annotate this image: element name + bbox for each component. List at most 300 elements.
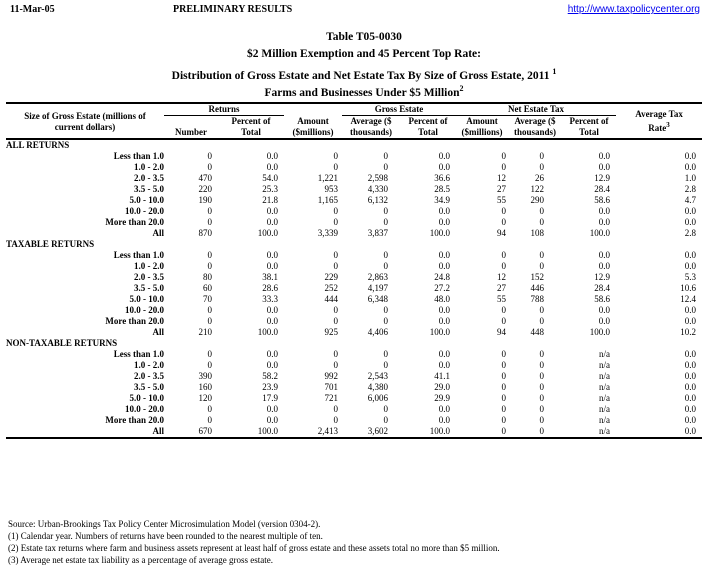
table-cell: 27.2 <box>434 283 450 293</box>
row-label: More than 20.0 <box>105 217 164 227</box>
table-row <box>6 294 702 305</box>
estate-tax-table <box>6 102 702 439</box>
table-cell: 0.0 <box>266 217 278 227</box>
table-cell: 870 <box>198 228 212 238</box>
table-cell: 0 <box>501 162 506 172</box>
row-label: 3.5 - 5.0 <box>134 283 164 293</box>
net-estate-tax-group-header: Net Estate Tax <box>456 103 616 116</box>
table-cell: 446 <box>530 283 544 293</box>
table-cell: 6,006 <box>367 393 388 403</box>
table-cell: 444 <box>324 294 338 304</box>
tax-percent-header: Percent of Total <box>562 116 616 140</box>
table-cell: n/a <box>599 404 611 414</box>
title-line-2 <box>0 63 728 80</box>
table-cell: 160 <box>198 382 212 392</box>
table-cell: 953 <box>324 184 338 194</box>
table-cell: 0.0 <box>438 316 450 326</box>
table-cell: 100.0 <box>429 228 450 238</box>
table-cell: 33.3 <box>262 294 278 304</box>
table-cell: 28.4 <box>594 283 611 293</box>
table-cell: 3,339 <box>317 228 338 238</box>
title-line-3-text: Farms and Businesses Under $5 Million <box>264 86 460 99</box>
table-cell: 4,330 <box>367 184 388 194</box>
table-cell: 0 <box>539 261 544 271</box>
footnote-2: (2) Estate tax returns where farm and business assets represent at least half of gross estate and these assets total no more than $5 million. <box>8 543 500 553</box>
table-row <box>6 415 702 426</box>
table-cell: 100.0 <box>257 327 278 337</box>
row-label: 1.0 - 2.0 <box>134 360 164 370</box>
table-cell: 0.0 <box>684 382 697 392</box>
table-cell: 0 <box>383 151 388 161</box>
table-cell: 1,165 <box>317 195 338 205</box>
table-cell: 6,348 <box>367 294 388 304</box>
table-cell: 94 <box>497 327 506 337</box>
table-cell: 0.0 <box>438 349 450 359</box>
row-label: More than 20.0 <box>105 415 164 425</box>
table-cell: 26 <box>535 173 544 183</box>
table-cell: 100.0 <box>218 426 284 438</box>
table-cell: 0 <box>539 250 544 260</box>
table-titles <box>0 29 728 97</box>
table-cell: 0 <box>501 371 506 381</box>
table-cell: 0 <box>501 360 506 370</box>
table-cell: n/a <box>599 415 611 425</box>
table-cell: 0 <box>383 206 388 216</box>
table-cell: 25.3 <box>262 184 278 194</box>
table-cell: 55 <box>497 195 506 205</box>
table-cell: 0.0 <box>266 261 278 271</box>
table-cell: 108 <box>530 228 544 238</box>
table-cell: 0.0 <box>598 316 611 326</box>
tax-average-header: Average ($ thousands) <box>508 116 562 140</box>
table-cell: 2,543 <box>367 371 388 381</box>
footnote-ref-3: 3 <box>666 121 670 129</box>
table-cell: 100.0 <box>589 327 611 337</box>
footnote-source: Source: Urban-Brookings Tax Policy Center Microsimulation Model (version 0304-2). <box>8 519 321 529</box>
table-cell: 0.0 <box>684 404 697 414</box>
table-row <box>6 349 702 360</box>
table-cell: 1,221 <box>317 173 338 183</box>
table-cell: n/a <box>599 360 611 370</box>
table-cell: 55 <box>497 294 506 304</box>
table-cell: 252 <box>324 283 338 293</box>
title-line-1: $2 Million Exemption and 45 Percent Top Rate: <box>247 48 481 60</box>
table-cell: 0.0 <box>684 371 697 381</box>
report-date: 11-Mar-05 <box>10 4 55 15</box>
table-cell: 100.0 <box>589 228 611 238</box>
footnotes <box>8 518 500 566</box>
table-cell: 721 <box>324 393 338 403</box>
table-cell: 0 <box>501 305 506 315</box>
table-cell: 0 <box>383 415 388 425</box>
title-line-3 <box>0 80 728 97</box>
table-cell: 0.0 <box>684 206 697 216</box>
table-cell: 12 <box>497 272 506 282</box>
table-cell: 58.6 <box>594 294 611 304</box>
table-cell: 0 <box>501 404 506 414</box>
table-row <box>6 228 702 239</box>
table-cell: 0 <box>333 162 338 172</box>
table-cell: 0.0 <box>438 206 450 216</box>
table-cell: 0.0 <box>684 316 697 326</box>
table-cell: 992 <box>324 371 338 381</box>
table-cell: 0.0 <box>598 151 611 161</box>
table-cell: 80 <box>203 272 212 282</box>
row-label: 2.0 - 3.5 <box>134 272 164 282</box>
table-cell: 3,602 <box>342 426 400 438</box>
table-row <box>6 382 702 393</box>
table-cell: 0.0 <box>438 404 450 414</box>
table-row <box>6 393 702 404</box>
table-id: Table T05-0030 <box>326 31 402 43</box>
table-cell: 0.0 <box>266 250 278 260</box>
row-label: 2.0 - 3.5 <box>134 371 164 381</box>
avg-tax-rate-header <box>616 103 702 139</box>
row-label: 2.0 - 3.5 <box>134 173 164 183</box>
table-cell: 229 <box>324 272 338 282</box>
table-cell: 0 <box>333 305 338 315</box>
table-cell: 54.0 <box>262 173 278 183</box>
row-label: Less than 1.0 <box>113 349 164 359</box>
table-cell: 0 <box>539 316 544 326</box>
table-cell: 0 <box>539 371 544 381</box>
table-cell: 0.0 <box>266 206 278 216</box>
table-cell: 448 <box>530 327 544 337</box>
table-cell: 2,598 <box>367 173 388 183</box>
table-cell: 0.0 <box>438 217 450 227</box>
section-header-row <box>6 139 702 151</box>
table-cell: 0 <box>539 162 544 172</box>
table-cell: 0 <box>539 217 544 227</box>
table-cell: 4,406 <box>367 327 388 337</box>
table-cell: 0.0 <box>598 305 611 315</box>
table-row <box>6 404 702 415</box>
table-cell: 0 <box>539 305 544 315</box>
table-cell: 0 <box>501 316 506 326</box>
table-cell: 48.0 <box>434 294 450 304</box>
table-cell: 290 <box>530 195 544 205</box>
row-label: 1.0 - 2.0 <box>134 162 164 172</box>
table-cell: 2,863 <box>367 272 388 282</box>
table-cell: 120 <box>198 393 212 403</box>
table-cell: 701 <box>324 382 338 392</box>
gross-average-header: Average ($ thousands) <box>342 116 400 140</box>
table-cell: n/a <box>599 371 611 381</box>
table-cell: 0 <box>501 217 506 227</box>
table-cell: 0 <box>539 393 544 403</box>
table-row <box>6 261 702 272</box>
table-cell: 0 <box>207 360 212 370</box>
table-cell: 0 <box>207 261 212 271</box>
table-cell: 0 <box>333 360 338 370</box>
table-cell: 0.0 <box>598 261 611 271</box>
table-cell: 34.9 <box>434 195 450 205</box>
table-cell: 0 <box>501 415 506 425</box>
table-cell: 0 <box>539 415 544 425</box>
table-cell: 0 <box>383 217 388 227</box>
table-cell: 0.0 <box>684 250 697 260</box>
table-cell: 0.0 <box>266 305 278 315</box>
table-cell: 0.0 <box>438 162 450 172</box>
gross-estate-group-header: Gross Estate <box>342 103 456 116</box>
table-cell: 28.5 <box>434 184 450 194</box>
table-body <box>6 139 702 438</box>
table-row <box>6 327 702 338</box>
table-cell: 10.2 <box>680 327 697 337</box>
table-cell: 0.0 <box>598 217 611 227</box>
table-cell: 28.4 <box>594 184 611 194</box>
gross-amount-header: Amount ($millions) <box>284 116 342 140</box>
table-cell: 27 <box>497 283 506 293</box>
table-cell: 0 <box>456 426 508 438</box>
table-cell: 470 <box>198 173 212 183</box>
table-cell: 29.9 <box>434 393 450 403</box>
table-cell: 100.0 <box>400 426 456 438</box>
table-cell: 3,837 <box>367 228 388 238</box>
table-cell: 23.9 <box>262 382 278 392</box>
table-cell: 788 <box>530 294 544 304</box>
table-cell: 0 <box>333 316 338 326</box>
gross-percent-header: Percent of Total <box>400 116 456 140</box>
table-cell: 0.0 <box>266 349 278 359</box>
row-label: All <box>152 327 164 337</box>
table-cell: 0 <box>207 151 212 161</box>
table-cell: 94 <box>497 228 506 238</box>
table-cell: 0 <box>383 316 388 326</box>
table-cell: 0 <box>333 217 338 227</box>
row-label: 5.0 - 10.0 <box>129 294 164 304</box>
table-cell: n/a <box>599 349 611 359</box>
row-label: 3.5 - 5.0 <box>134 382 164 392</box>
avg-tax-rate-label: Average Tax Rate <box>635 109 683 133</box>
table-cell: 1.0 <box>684 173 697 183</box>
title-line-2-text: Distribution of Gross Estate and Net Estate Tax By Size of Gross Estate, 2011 <box>171 69 550 82</box>
table-cell: 0 <box>501 261 506 271</box>
table-cell: 70 <box>203 294 212 304</box>
table-cell: 5.3 <box>684 272 697 282</box>
table-cell: 0.0 <box>684 261 697 271</box>
table-cell: 28.6 <box>262 283 278 293</box>
row-label: Less than 1.0 <box>113 151 164 161</box>
footnote-1: (1) Calendar year. Numbers of returns have been rounded to the nearest multiple of ten. <box>8 531 323 541</box>
table-cell: 0 <box>501 250 506 260</box>
table-cell: 220 <box>198 184 212 194</box>
table-cell: 670 <box>164 426 218 438</box>
table-cell: 0 <box>539 206 544 216</box>
table-cell: 190 <box>198 195 212 205</box>
table-cell: 0 <box>207 349 212 359</box>
tax-amount-header: Amount ($millions) <box>456 116 508 140</box>
table-cell: 0 <box>501 206 506 216</box>
table-cell: 6,132 <box>367 195 388 205</box>
table-cell: 0 <box>383 360 388 370</box>
table-cell: 4,197 <box>367 283 388 293</box>
table-cell: 0 <box>383 162 388 172</box>
table-row <box>6 272 702 283</box>
returns-number-header: Number <box>164 116 218 140</box>
table-row <box>6 305 702 316</box>
size-column-header: Size of Gross Estate (millions of current dollars) <box>6 103 164 139</box>
row-label: All <box>152 228 164 238</box>
table-cell: 24.8 <box>434 272 450 282</box>
table-row <box>6 426 702 438</box>
table-cell: 0 <box>539 404 544 414</box>
table-cell: 925 <box>324 327 338 337</box>
table-cell: 58.6 <box>594 195 611 205</box>
table-cell: 10.6 <box>680 283 697 293</box>
table-cell: 58.2 <box>262 371 278 381</box>
table-cell: 0 <box>333 261 338 271</box>
table-cell: 0.0 <box>438 250 450 260</box>
section-header-row <box>6 239 702 250</box>
row-label: 10.0 - 20.0 <box>125 305 164 315</box>
table-cell: 60 <box>203 283 212 293</box>
table-cell: 0 <box>333 250 338 260</box>
table-cell: 0.0 <box>598 250 611 260</box>
table-cell: 0 <box>539 360 544 370</box>
table-cell: 0 <box>383 250 388 260</box>
table-cell: 0.0 <box>266 360 278 370</box>
table-cell: 0.0 <box>266 415 278 425</box>
table-row <box>6 195 702 206</box>
table-cell: 0 <box>383 261 388 271</box>
table-cell: 0.0 <box>684 360 697 370</box>
table-cell: 0 <box>333 151 338 161</box>
section-title: TAXABLE RETURNS <box>6 239 95 249</box>
table-cell: 0.0 <box>266 316 278 326</box>
table-cell: 4,380 <box>367 382 388 392</box>
table-cell: 12.9 <box>594 272 611 282</box>
table-cell: 4.7 <box>684 195 697 205</box>
table-cell: 0.0 <box>684 217 697 227</box>
table-cell: 0.0 <box>684 305 697 315</box>
row-label: 5.0 - 10.0 <box>129 195 164 205</box>
table-cell: 0.0 <box>684 162 697 172</box>
table-cell: 12 <box>497 173 506 183</box>
table-cell: 0.0 <box>438 415 450 425</box>
returns-percent-header: Percent of Total <box>218 116 284 140</box>
table-cell: 0.0 <box>684 151 697 161</box>
table-cell: 0 <box>207 206 212 216</box>
table-cell: 210 <box>198 327 212 337</box>
table-cell: 29.0 <box>434 382 450 392</box>
table-cell: 2.8 <box>684 228 697 238</box>
footnote-ref-1: 1 <box>552 67 557 76</box>
table-cell: 0 <box>539 382 544 392</box>
table-cell: 21.8 <box>262 195 278 205</box>
table-cell: 0 <box>539 349 544 359</box>
table-row <box>6 316 702 327</box>
table-cell: 0.0 <box>598 162 611 172</box>
table-cell: 0.0 <box>438 261 450 271</box>
table-row <box>6 151 702 162</box>
table-cell: 0 <box>333 404 338 414</box>
table-cell: 2,413 <box>284 426 342 438</box>
table-cell: 0 <box>539 151 544 161</box>
table-cell: 0 <box>333 349 338 359</box>
table-cell: 0.0 <box>684 349 697 359</box>
table-cell: 0 <box>383 404 388 414</box>
table-cell: 0 <box>501 349 506 359</box>
table-cell: 0.0 <box>266 151 278 161</box>
table-cell: 0 <box>207 217 212 227</box>
table-cell: 0.0 <box>684 415 697 425</box>
table-cell: 0 <box>207 415 212 425</box>
row-label: All <box>6 426 164 438</box>
table-cell: 0 <box>501 382 506 392</box>
table-cell: 0 <box>501 393 506 403</box>
table-cell: 0.0 <box>438 360 450 370</box>
table-row <box>6 162 702 173</box>
table-row <box>6 371 702 382</box>
row-label: 1.0 - 2.0 <box>134 261 164 271</box>
table-cell: 100.0 <box>257 228 278 238</box>
table-cell: 0 <box>333 206 338 216</box>
row-label: Less than 1.0 <box>113 250 164 260</box>
table-cell: n/a <box>562 426 616 438</box>
table-cell: 12.4 <box>680 294 697 304</box>
table-cell: 0.0 <box>438 305 450 315</box>
table-cell: 0 <box>333 415 338 425</box>
footnote-ref-2: 2 <box>459 84 464 93</box>
table-cell: 0 <box>207 316 212 326</box>
row-label: 10.0 - 20.0 <box>125 206 164 216</box>
table-row <box>6 360 702 371</box>
table-cell: 12.9 <box>594 173 611 183</box>
table-row <box>6 217 702 228</box>
table-cell: 0 <box>383 349 388 359</box>
table-cell: 17.9 <box>262 393 278 403</box>
page-header <box>10 4 700 18</box>
table-cell: 0 <box>501 151 506 161</box>
section-title: NON-TAXABLE RETURNS <box>6 338 118 348</box>
table-cell: 0 <box>207 162 212 172</box>
preliminary-label: PRELIMINARY RESULTS <box>173 4 293 15</box>
table-cell: 390 <box>198 371 212 381</box>
table-row <box>6 184 702 195</box>
table-cell: 0 <box>207 305 212 315</box>
table-cell: 100.0 <box>429 327 450 337</box>
row-label: 3.5 - 5.0 <box>134 184 164 194</box>
table-row <box>6 250 702 261</box>
returns-group-header: Returns <box>164 103 284 116</box>
table-cell: 0 <box>207 404 212 414</box>
table-cell: 0.0 <box>616 426 702 438</box>
table-cell: 36.6 <box>434 173 450 183</box>
row-label: 5.0 - 10.0 <box>129 393 164 403</box>
row-label: 10.0 - 20.0 <box>125 404 164 414</box>
table-row <box>6 206 702 217</box>
row-label: More than 20.0 <box>105 316 164 326</box>
table-cell: 0.0 <box>438 151 450 161</box>
table-row <box>6 283 702 294</box>
table-cell: 2.8 <box>684 184 697 194</box>
table-cell: 0.0 <box>684 393 697 403</box>
section-header-row <box>6 338 702 349</box>
table-cell: 0.0 <box>598 206 611 216</box>
table-cell: 27 <box>497 184 506 194</box>
table-cell: n/a <box>599 382 611 392</box>
taxpolicycenter-link[interactable]: http://www.taxpolicycenter.org <box>567 4 700 15</box>
footnote-3: (3) Average net estate tax liability as a percentage of average gross estate. <box>8 555 273 565</box>
table-cell: 152 <box>530 272 544 282</box>
table-cell: 0.0 <box>266 404 278 414</box>
table-cell: 0 <box>508 426 562 438</box>
table-cell: 0 <box>207 250 212 260</box>
table-cell: 41.1 <box>434 371 450 381</box>
section-title: ALL RETURNS <box>6 140 70 150</box>
table-cell: n/a <box>599 393 611 403</box>
